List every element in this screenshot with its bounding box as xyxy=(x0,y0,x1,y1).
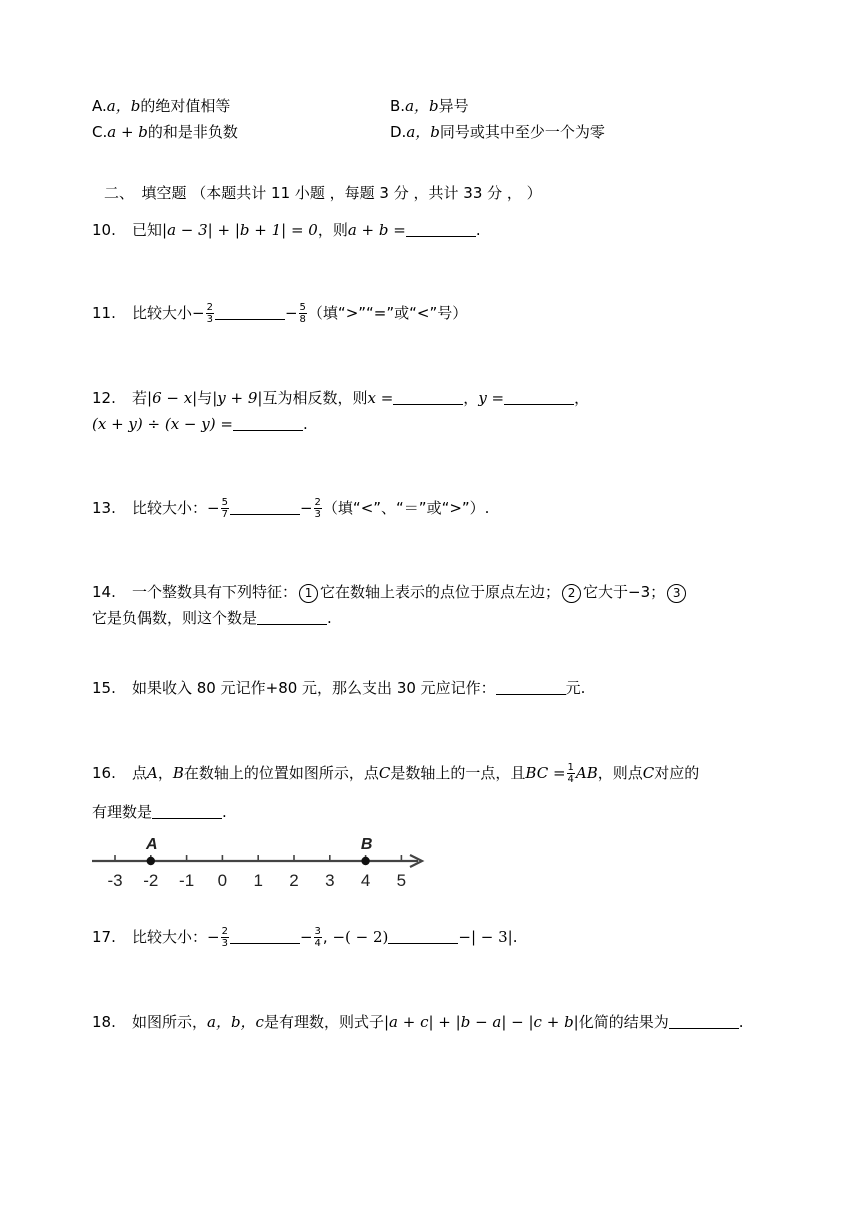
tick-label: 3 xyxy=(325,871,335,890)
question-number: 12. xyxy=(92,389,116,407)
q18-text-3: 化简的结果为 xyxy=(578,1013,669,1031)
q12-text-2: 与 xyxy=(197,389,213,407)
point-b-label: B xyxy=(172,764,184,782)
option-a-vars: a，b xyxy=(106,97,141,115)
numerator: 5 xyxy=(299,302,306,313)
numerator: 2 xyxy=(206,302,213,313)
question-18 xyxy=(92,1012,744,1032)
numerator: 2 xyxy=(221,926,228,937)
point-a-label: A xyxy=(146,836,158,853)
question-13 xyxy=(92,497,489,520)
answer-blank-x[interactable] xyxy=(393,390,463,405)
option-d-prefix: D. xyxy=(390,123,407,141)
question-11 xyxy=(92,302,467,325)
q18-text-2: 是有理数，则式子 xyxy=(263,1013,384,1031)
q16-text-5: 对应的 xyxy=(654,764,700,782)
option-b-prefix: B. xyxy=(390,97,406,115)
question-number: 15. xyxy=(92,679,116,697)
question-number: 17. xyxy=(92,928,116,946)
question-12-line-2 xyxy=(92,414,308,434)
option-d xyxy=(390,122,605,142)
tick-label: -3 xyxy=(107,871,123,890)
tick-label: 2 xyxy=(289,871,299,890)
answer-blank[interactable] xyxy=(406,222,476,237)
tick-label: 1 xyxy=(253,871,263,890)
option-d-text: 同号或其中至少一个为零 xyxy=(439,123,605,141)
tick-label: 0 xyxy=(217,871,228,890)
numerator: 1 xyxy=(567,762,574,773)
option-c xyxy=(92,122,238,142)
question-14 xyxy=(92,582,688,603)
answer-blank[interactable] xyxy=(230,929,300,944)
q15-text: 如果收入 80 元记作+80 元，那么支出 30 元应记作： xyxy=(132,679,496,697)
option-a-text: 的绝对值相等 xyxy=(140,97,231,115)
q16-text-6: 有理数是 xyxy=(92,803,153,821)
q12-end: . xyxy=(302,415,308,433)
q10-text-1: 已知 xyxy=(132,221,163,239)
circled-number-2: 2 xyxy=(562,584,581,603)
question-14-line-2 xyxy=(92,608,332,628)
q10-end: . xyxy=(475,221,481,239)
option-a-prefix: A. xyxy=(92,97,107,115)
answer-blank[interactable] xyxy=(496,680,566,695)
q12-expr-3: x = xyxy=(367,389,394,407)
denominator: 3 xyxy=(314,509,321,520)
tick-label: 5 xyxy=(396,871,407,890)
denominator: 7 xyxy=(221,509,228,520)
q12-expr-4: y = xyxy=(478,389,505,407)
q17-end: . xyxy=(512,928,518,946)
number-line-figure xyxy=(88,830,438,890)
fraction xyxy=(206,302,214,325)
question-16-line-2 xyxy=(92,802,227,822)
q18-text-1: 如图所示， xyxy=(132,1013,208,1031)
tick-label: -1 xyxy=(179,871,195,890)
option-a xyxy=(92,96,230,116)
question-15 xyxy=(92,678,585,698)
numerator: 2 xyxy=(314,497,321,508)
question-12 xyxy=(92,388,589,408)
section-heading: 二、 填空题 （本题共计 11 小题 ，每题 3 分 ，共计 33 分 ， ） xyxy=(104,184,542,202)
answer-blank[interactable] xyxy=(215,305,285,320)
q14-text-4: 它是负偶数，则这个数是 xyxy=(92,609,258,627)
circled-number-1: 1 xyxy=(299,584,318,603)
option-b-text: 异号 xyxy=(438,97,469,115)
minus-sign: − xyxy=(284,304,298,322)
q16-text-4: ，则点 xyxy=(597,764,643,782)
q18-vars: a，b，c xyxy=(207,1013,264,1031)
q16-text-2: 在数轴上的位置如图所示，点 xyxy=(183,764,379,782)
denominator: 4 xyxy=(314,938,321,949)
minus-sign: − xyxy=(207,928,220,946)
q16-end: . xyxy=(222,803,227,821)
question-number: 10. xyxy=(92,221,116,239)
answer-blank-y[interactable] xyxy=(504,390,574,405)
q11-text-2: （填“>”“=”或“<”号） xyxy=(307,304,468,322)
q15-end: 元. xyxy=(565,679,586,697)
q16-equation: BC = xyxy=(525,764,566,782)
point-b-label: B xyxy=(360,836,373,853)
point-b-dot xyxy=(361,857,369,865)
q14-text-1: 一个整数具有下列特征： xyxy=(132,583,298,601)
q18-expr: |a + c| + |b − a| − |c + b| xyxy=(383,1013,579,1031)
q10-expr-2: a + b = xyxy=(347,221,406,239)
q13-text-1: 比较大小： xyxy=(132,499,208,517)
minus-sign: − xyxy=(192,304,205,322)
q10-text-2: ，则 xyxy=(317,221,348,239)
question-number: 18. xyxy=(92,1013,116,1031)
q14-text-3: 它大于−3； xyxy=(583,583,666,601)
denominator: 4 xyxy=(567,774,574,785)
answer-blank[interactable] xyxy=(669,1014,739,1029)
q10-expr: |a − 3| + |b + 1| = 0 xyxy=(162,221,318,239)
question-16 xyxy=(92,762,699,785)
q17-separator: , xyxy=(322,928,328,946)
fraction xyxy=(299,302,307,325)
minus-sign: − xyxy=(207,499,220,517)
question-10 xyxy=(92,220,481,240)
q12-text-3: 互为相反数，则 xyxy=(262,389,368,407)
q17-expr-2: −( − 2) xyxy=(332,928,389,946)
fraction xyxy=(221,926,229,949)
q14-text-2: 它在数轴上表示的点位于原点左边； xyxy=(320,583,561,601)
option-b xyxy=(390,96,469,116)
option-c-prefix: C. xyxy=(92,123,108,141)
q16-comma: ， xyxy=(157,764,173,782)
numerator: 3 xyxy=(314,926,321,937)
point-a-dot xyxy=(147,857,155,865)
q14-end: . xyxy=(327,609,332,627)
circled-number-3: 3 xyxy=(667,584,686,603)
minus-sign: − xyxy=(299,928,313,946)
q17-expr-3: −| − 3| xyxy=(458,928,513,946)
question-number: 11. xyxy=(92,304,116,322)
denominator: 3 xyxy=(206,314,213,325)
q12-expr-5: (x + y) ÷ (x − y) = xyxy=(92,415,233,433)
option-c-text: 的和是非负数 xyxy=(147,123,238,141)
q12-expr-1: |6 − x| xyxy=(147,389,198,407)
q16-text-3: 是数轴上的一点，且 xyxy=(390,764,526,782)
denominator: 8 xyxy=(299,314,306,325)
q18-end: . xyxy=(738,1013,744,1031)
tick-label: -2 xyxy=(143,871,159,890)
answer-blank[interactable] xyxy=(257,610,327,625)
point-c-label: C xyxy=(378,764,391,782)
answer-blank[interactable] xyxy=(152,804,222,819)
segment-ab: AB xyxy=(575,764,598,782)
answer-blank-2[interactable] xyxy=(388,929,458,944)
q12-expr-2: |y + 9| xyxy=(212,389,263,407)
fraction xyxy=(221,497,229,520)
q17-text-1: 比较大小： xyxy=(132,928,208,946)
fraction xyxy=(314,497,322,520)
tick-label: 4 xyxy=(360,871,371,890)
answer-blank[interactable] xyxy=(233,416,303,431)
q13-text-2: （填“<”、“＝”或“>”）. xyxy=(322,499,490,517)
question-17 xyxy=(92,926,518,949)
point-c-label-2: C xyxy=(642,764,655,782)
denominator: 3 xyxy=(221,938,228,949)
q12-separator: ， xyxy=(463,389,479,407)
fraction xyxy=(567,762,575,785)
minus-sign: − xyxy=(299,499,313,517)
fraction xyxy=(314,926,322,949)
q12-text-1: 若 xyxy=(132,389,148,407)
option-b-vars: a，b xyxy=(405,97,439,115)
question-number: 13. xyxy=(92,499,116,517)
option-c-expr: a + b xyxy=(107,123,148,141)
option-d-vars: a，b xyxy=(406,123,440,141)
q16-text-1: 点 xyxy=(132,764,148,782)
question-number: 16. xyxy=(92,764,116,782)
point-a-label: A xyxy=(147,764,158,782)
q11-text-1: 比较大小 xyxy=(132,304,193,322)
numerator: 5 xyxy=(221,497,228,508)
q12-separator-2: ， xyxy=(574,389,590,407)
question-number: 14. xyxy=(92,583,116,601)
answer-blank[interactable] xyxy=(230,500,300,515)
